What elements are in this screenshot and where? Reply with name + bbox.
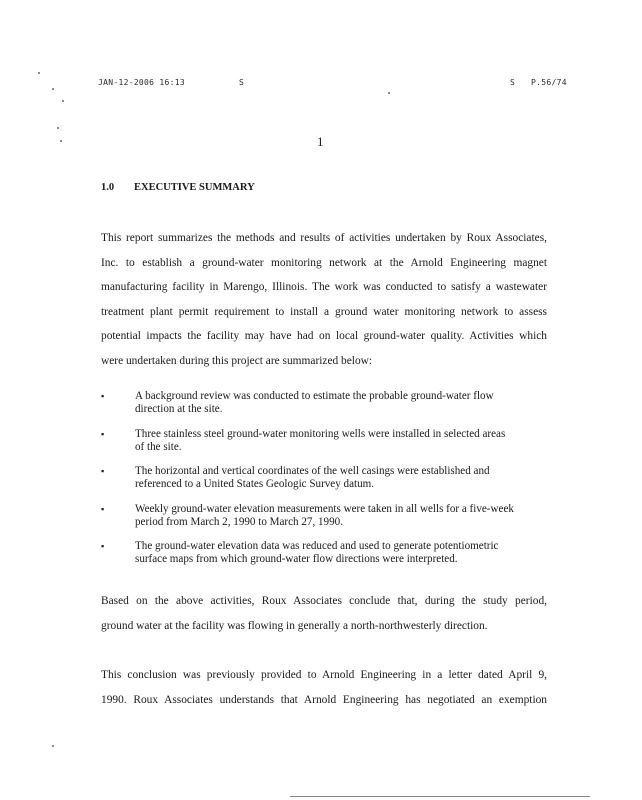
paragraph-line: Based on the above activities, Roux Associates conclude that, during the study period,	[101, 595, 547, 607]
section-title: EXECUTIVE SUMMARY	[134, 182, 255, 193]
list-item-text: A background review was conducted to estimate the probable ground-water flow direction at the site.	[135, 390, 494, 415]
intro-paragraph	[101, 231, 547, 379]
bullet-icon: ▪	[101, 391, 105, 401]
closing-paragraph	[101, 668, 547, 717]
paragraph-line: 1990. Roux Associates understands that Arnold Engineering has negotiated an exemption	[101, 693, 547, 706]
scan-speck	[60, 140, 62, 142]
fax-header-page-prefix: S	[510, 78, 516, 87]
scan-speck	[52, 745, 54, 747]
scan-speck	[388, 92, 390, 94]
conclusion-paragraph	[101, 594, 547, 643]
scan-speck	[62, 100, 64, 102]
list-item-text: Three stainless steel ground-water monitoring wells were installed in selected areas of the site.	[135, 427, 506, 453]
bullet-icon: ▪	[101, 428, 105, 439]
list-item	[101, 465, 551, 503]
bullet-icon: ▪	[101, 541, 105, 551]
fax-header-sender: S	[239, 78, 245, 87]
list-item-text: The horizontal and vertical coordinates of the well casings were established and referenced to a United States Geologic Survey datum.	[135, 465, 490, 490]
scan-speck	[57, 127, 59, 129]
paragraph-line: Inc. to establish a ground-water monitoring network at the Arnold Engineering magnet	[101, 256, 547, 269]
section-heading	[101, 182, 255, 193]
list-item	[101, 428, 551, 466]
bullet-icon: ▪	[101, 466, 105, 476]
paragraph-line: ground water at the facility was flowing in generally a north-northwesterly direction.	[101, 619, 488, 632]
scan-speck	[52, 88, 54, 90]
page-number: 1	[317, 134, 324, 149]
paragraph-line: potential impacts the facility may have had on local ground-water quality. Activities which	[101, 330, 547, 343]
paragraph-line: manufacturing facility in Marengo, Illinois. The work was conducted to satisfy a wastewater	[101, 281, 547, 294]
scan-edge-line	[290, 796, 590, 797]
activities-list	[101, 390, 551, 578]
list-item-text: The ground-water elevation data was reduced and used to generate potentiometric surface maps from which ground-water flow directions were interpreted.	[135, 540, 499, 565]
list-item-text: Weekly ground-water elevation measurements were taken in all wells for a five-week period from March 2, 1990 to March 27, 1990.	[135, 502, 514, 528]
fax-header-page-info: P.56/74	[531, 78, 567, 87]
scan-speck	[38, 72, 40, 74]
paragraph-line: This report summarizes the methods and results of activities undertaken by Roux Associates,	[101, 232, 547, 244]
list-item	[101, 503, 551, 541]
paragraph-line: treatment plant permit requirement to install a ground water monitoring network to assess	[101, 305, 547, 318]
list-item	[101, 540, 551, 578]
list-item	[101, 390, 551, 428]
section-number: 1.0	[101, 182, 115, 193]
fax-header-datetime: JAN-12-2006 16:13	[98, 78, 185, 87]
paragraph-line: This conclusion was previously provided to Arnold Engineering in a letter dated April 9,	[101, 669, 547, 681]
bullet-icon: ▪	[101, 503, 105, 514]
paragraph-line: were undertaken during this project are summarized below:	[101, 354, 373, 367]
